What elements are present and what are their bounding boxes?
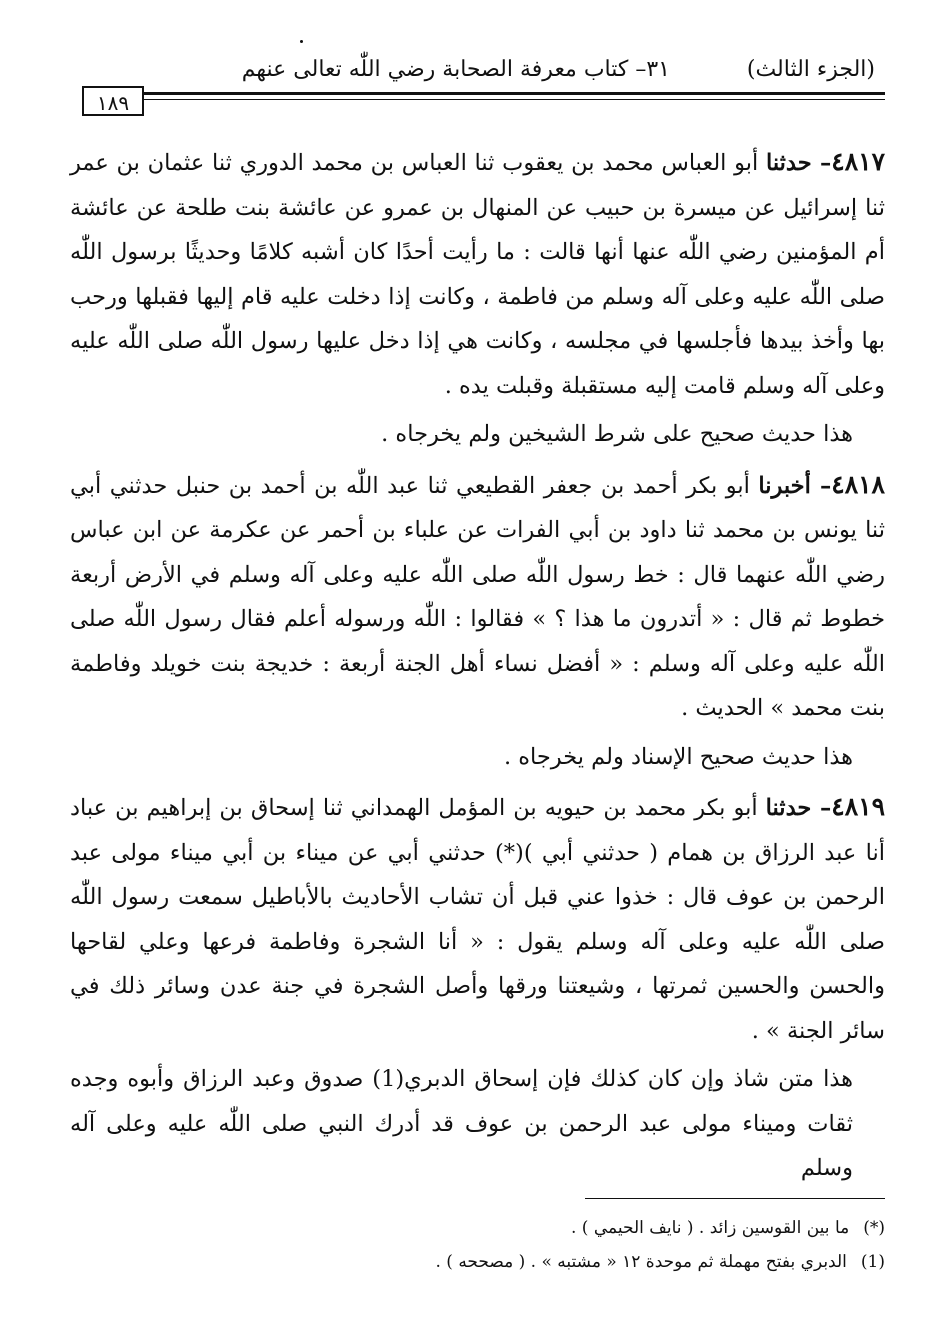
hadith-comment: هذا حديث صحيح على شرط الشيخين ولم يخرجاه . xyxy=(381,421,853,447)
footnote xyxy=(62,1252,885,1272)
hadith-comment: هذا حديث صحيح الإسناد ولم يخرجاه . xyxy=(503,743,853,770)
hadith-text: أبو العباس محمد بن يعقوب ثنا العباس بن محمد الدوري ثنا عثمان بن عمر ثنا إسرائيل عن ميسرة بن حبيب عن المنهال بن عمرو عن عائشة بنت طلحة عن عائشة أم المؤمنين رضي اللّٰه عنها أنها قالت : ما رأيت أحدًا كان أشبه كلامًا وحديثًا برسول اللّٰه صلى اللّٰه عليه وعلى آله وسلم من فاطمة ، وكانت إذا دخلت عليه قام إليها فقبلها ورحب بها وأخذ بيدها فأجلسها في مجلسه ، وكانت هي إذا دخل عليها رسول اللّٰه صلى اللّٰه عليه وعلى آله وسلم قامت إليه مستقبلة وقبلت يده . xyxy=(70,150,885,399)
page-number: ١٨٩ xyxy=(96,91,130,115)
hadith-4818: ٤٨١٨– أخبرنا أبو بكر أحمد بن جعفر القطيعي ثنا عبد اللّٰه بن أحمد بن حنبل حدثني أبي ثنا يونس بن محمد ثنا داود بن أبي الفرات عن علباء بن أحمر عن عكرمة عن ابن عباس رضي اللّٰه عنهما قال : خط رسول اللّٰه صلى اللّٰه عليه وعلى آله وسلم في الأرض أربعة خطوط ثم قال : « أتدرون ما هذا ؟ » فقالوا : اللّٰه ورسوله أعلم فقال رسول اللّٰه صلى اللّٰه عليه وعلى آله وسلم : « أفضل نساء أهل الجنة أربعة : خديجة بنت خويلد وفاطمة بنت محمد » الحديث . xyxy=(70,469,885,721)
hadith-lead: حدثنا xyxy=(765,795,812,821)
running-header xyxy=(82,55,885,95)
footnote xyxy=(62,1218,885,1238)
hadith-number: ٤٨١٧ xyxy=(831,147,885,176)
header-rule-thick xyxy=(82,92,885,95)
footnote-marker: (1) xyxy=(860,1252,885,1272)
hadith-lead: حدثنا xyxy=(766,150,812,176)
volume-part: (الجزء الثالث) xyxy=(746,57,875,82)
footnote-marker: (*) xyxy=(863,1218,885,1238)
footnote-rule xyxy=(585,1198,885,1199)
page-number-box xyxy=(82,86,144,116)
footnote-text: ما بين القوسين زائد . ( نايف الحيمي ) . xyxy=(571,1218,850,1238)
hadith-4817: ٤٨١٧– حدثنا أبو العباس محمد بن يعقوب ثنا العباس بن محمد الدوري ثنا عثمان بن عمر ثنا إسرائيل عن ميسرة بن حبيب عن المنهال بن عمرو عن عائشة بنت طلحة عن عائشة أم المؤمنين رضي اللّٰه عنها أنها قالت : ما رأيت أحدًا كان أشبه كلامًا وحديثًا برسول اللّٰه صلى اللّٰه عليه وعلى آله وسلم من فاطمة ، وكانت إذا دخلت عليه قام إليها فقبلها ورحب بها وأخذ بيدها فأجلسها في مجلسه ، وكانت هي إذا دخل عليها رسول اللّٰه صلى اللّٰه عليه وعلى آله وسلم قامت إليه مستقبلة وقبلت يده . xyxy=(70,147,885,399)
hadith-text: أبو بكر محمد بن حيويه بن المؤمل الهمداني ثنا إسحاق بن إبراهيم بن عباد أنا عبد الرزاق بن همام ( حدثني أبي )(*) حدثني أبي عن ميناء بن أبي ميناء مولى عبد الرحمن بن عوف قال : خذوا عني قبل أن تشاب الأحاديث بالأباطيل سمعت رسول اللّٰه صلى اللّٰه عليه وعلى آله وسلم يقول : « أنا الشجرة وفاطمة فرعها وعلي لقاحها والحسن والحسين ثمرتها ، وشيعتنا ورقها وأصل الشجرة في جنة عدن وسائر ذلك في سائر الجنة » . xyxy=(70,795,885,1044)
hadith-lead: أخبرنا xyxy=(758,472,811,499)
hadith-4819: ٤٨١٩– حدثنا أبو بكر محمد بن حيويه بن المؤمل الهمداني ثنا إسحاق بن إبراهيم بن عباد أنا عبد الرزاق بن همام ( حدثني أبي )(*) حدثني أبي عن ميناء بن أبي ميناء مولى عبد الرحمن بن عوف قال : خذوا عني قبل أن تشاب الأحاديث بالأباطيل سمعت رسول اللّٰه صلى اللّٰه عليه وعلى آله وسلم يقول : « أنا الشجرة وفاطمة فرعها وعلي لقاحها والحسن والحسين ثمرتها ، وشيعتنا ورقها وأصل الشجرة في جنة عدن وسائر ذلك في سائر الجنة » . xyxy=(70,792,885,1044)
hadith-number: ٤٨١٨ xyxy=(831,469,885,499)
chapter-title: ٣١– كتاب معرفة الصحابة رضي اللّٰه تعالى عنهم xyxy=(241,57,670,82)
hadith-number: ٤٨١٩ xyxy=(831,792,885,821)
hadith-comment: هذا متن شاذ وإن كان كذلك فإن إسحاق الدبري(1) صدوق وعبد الرزاق وأبوه وجده ثقات وميناء مولى عبد الرحمن بن عوف قد أدرك النبي صلى اللّٰه عليه وعلى آله وسلم xyxy=(70,1066,853,1181)
ink-dot xyxy=(300,40,303,43)
header-rule-thin xyxy=(82,99,885,100)
footnote-text: الدبري بفتح مهملة ثم موحدة ١٢ « مشتبه » . ( مصححه ) . xyxy=(435,1252,847,1272)
hadith-text: أبو بكر أحمد بن جعفر القطيعي ثنا عبد اللّٰه بن أحمد بن حنبل حدثني أبي ثنا يونس بن محمد ثنا داود بن أبي الفرات عن علباء بن أحمر عن عكرمة عن ابن عباس رضي اللّٰه عنهما قال : خط رسول اللّٰه صلى اللّٰه عليه وعلى آله وسلم في الأرض أربعة خطوط ثم قال : « أتدرون ما هذا ؟ » فقالوا : اللّٰه ورسوله أعلم فقال رسول اللّٰه صلى اللّٰه عليه وعلى آله وسلم : « أفضل نساء أهل الجنة أربعة : خديجة بنت خويلد وفاطمة بنت محمد » الحديث . xyxy=(70,472,885,721)
page-body xyxy=(70,140,885,1197)
